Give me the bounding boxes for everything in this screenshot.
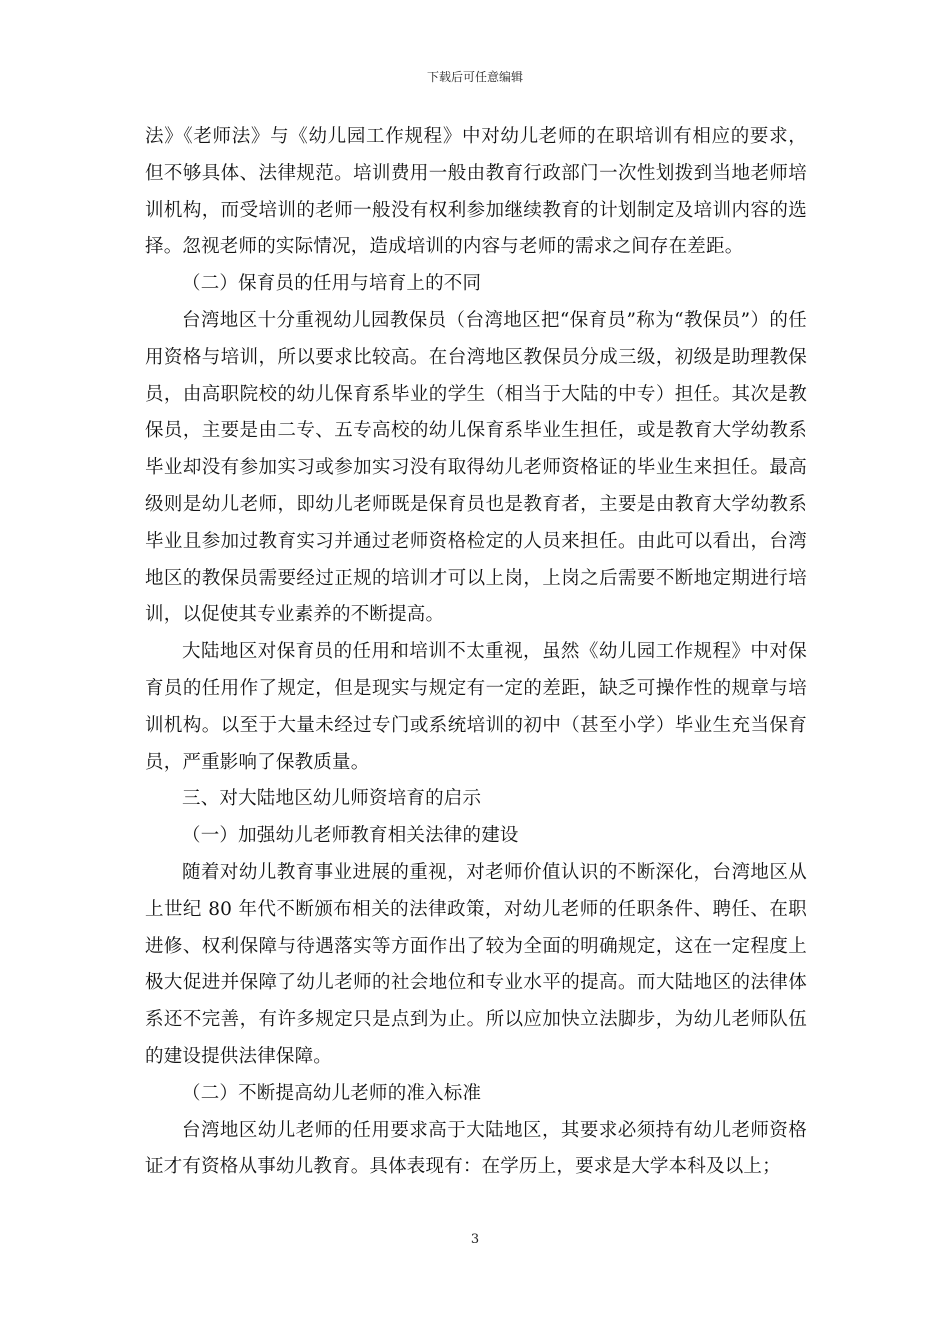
section-heading-caregiver: （二）保育员的任用与培育上的不同 <box>182 273 482 295</box>
paragraph-taiwan-caregivers: 台湾地区十分重视幼儿园教保员（台湾地区把“保育员”称为“教保员”）的任用资格与培训，所以要求比较高。在台湾地区教保员分成三级，初级是助理教保员，由高职院校的幼儿保育系毕业的学生（相当于大陆的中专）担任。其次是教保员，主要是由二专、五专高校的幼儿保育系毕业生担任，或是教育大学幼教系毕业却没有参加实习或参加实习没有取得幼儿老师资格证的毕业生来担任。最高级则是幼儿老师，即幼儿老师既是保育员也是教育者，主要是由教育大学幼教系毕业且参加过教育实习并通过老师资格检定的人员来担任。由此可以看出，台湾地区的教保员需要经过正规的培训才可以上岗，上岗之后需要不断地定期进行培训，以促使其专业素养的不断提高。 <box>145 309 807 626</box>
section-heading-standards: （二）不断提高幼儿老师的准入标准 <box>182 1082 482 1104</box>
section-heading-legislation: （一）加强幼儿老师教育相关法律的建设 <box>182 825 519 847</box>
page-header: 下载后可任意编辑 <box>426 70 523 84</box>
paragraph-standards: 台湾地区幼儿老师的任用要求高于大陆地区，其要求必须持有幼儿老师资格证才有资格从事幼儿教育。具体表现有：在学历上，要求是大学本科及以上； <box>145 1119 807 1178</box>
paragraph-legislation: 随着对幼儿教育事业进展的重视，对老师价值认识的不断深化，台湾地区从上世纪 80 年代不断颁布相关的法律政策，对幼儿老师的任职条件、聘任、在职进修、权利保障与待遇落实等方面作出了较为全面的明确规定，这在一定程度上极大促进并保障了幼儿老师的社会地位和专业水平的提高。而大陆地区的法律体系还不完善，有许多规定只是点到为止。所以应加快立法脚步，为幼儿老师队伍的建设提供法律保障。 <box>145 861 807 1067</box>
document-body <box>145 119 807 1186</box>
paragraph-mainland-caregivers: 大陆地区对保育员的任用和培训不太重视，虽然《幼儿园工作规程》中对保育员的任用作了规定，但是现实与规定有一定的差距，缺乏可操作性的规章与培训机构。以至于大量未经过专门或系统培训的初中（甚至小学）毕业生充当保育员，严重影响了保教质量。 <box>145 641 807 773</box>
section-heading-implications: 三、对大陆地区幼儿师资培育的启示 <box>182 788 482 810</box>
paragraph-continuation: 法》《老师法》与《幼儿园工作规程》中对幼儿老师的在职培训有相应的要求，但不够具体、法律规范。培训费用一般由教育行政部门一次性划拨到当地老师培训机构，而受培训的老师一般没有权利参加继续教育的计划制定及培训内容的选择。忽视老师的实际情况，造成培训的内容与老师的需求之间存在差距。 <box>145 126 807 258</box>
page-number: 3 <box>470 1232 480 1247</box>
